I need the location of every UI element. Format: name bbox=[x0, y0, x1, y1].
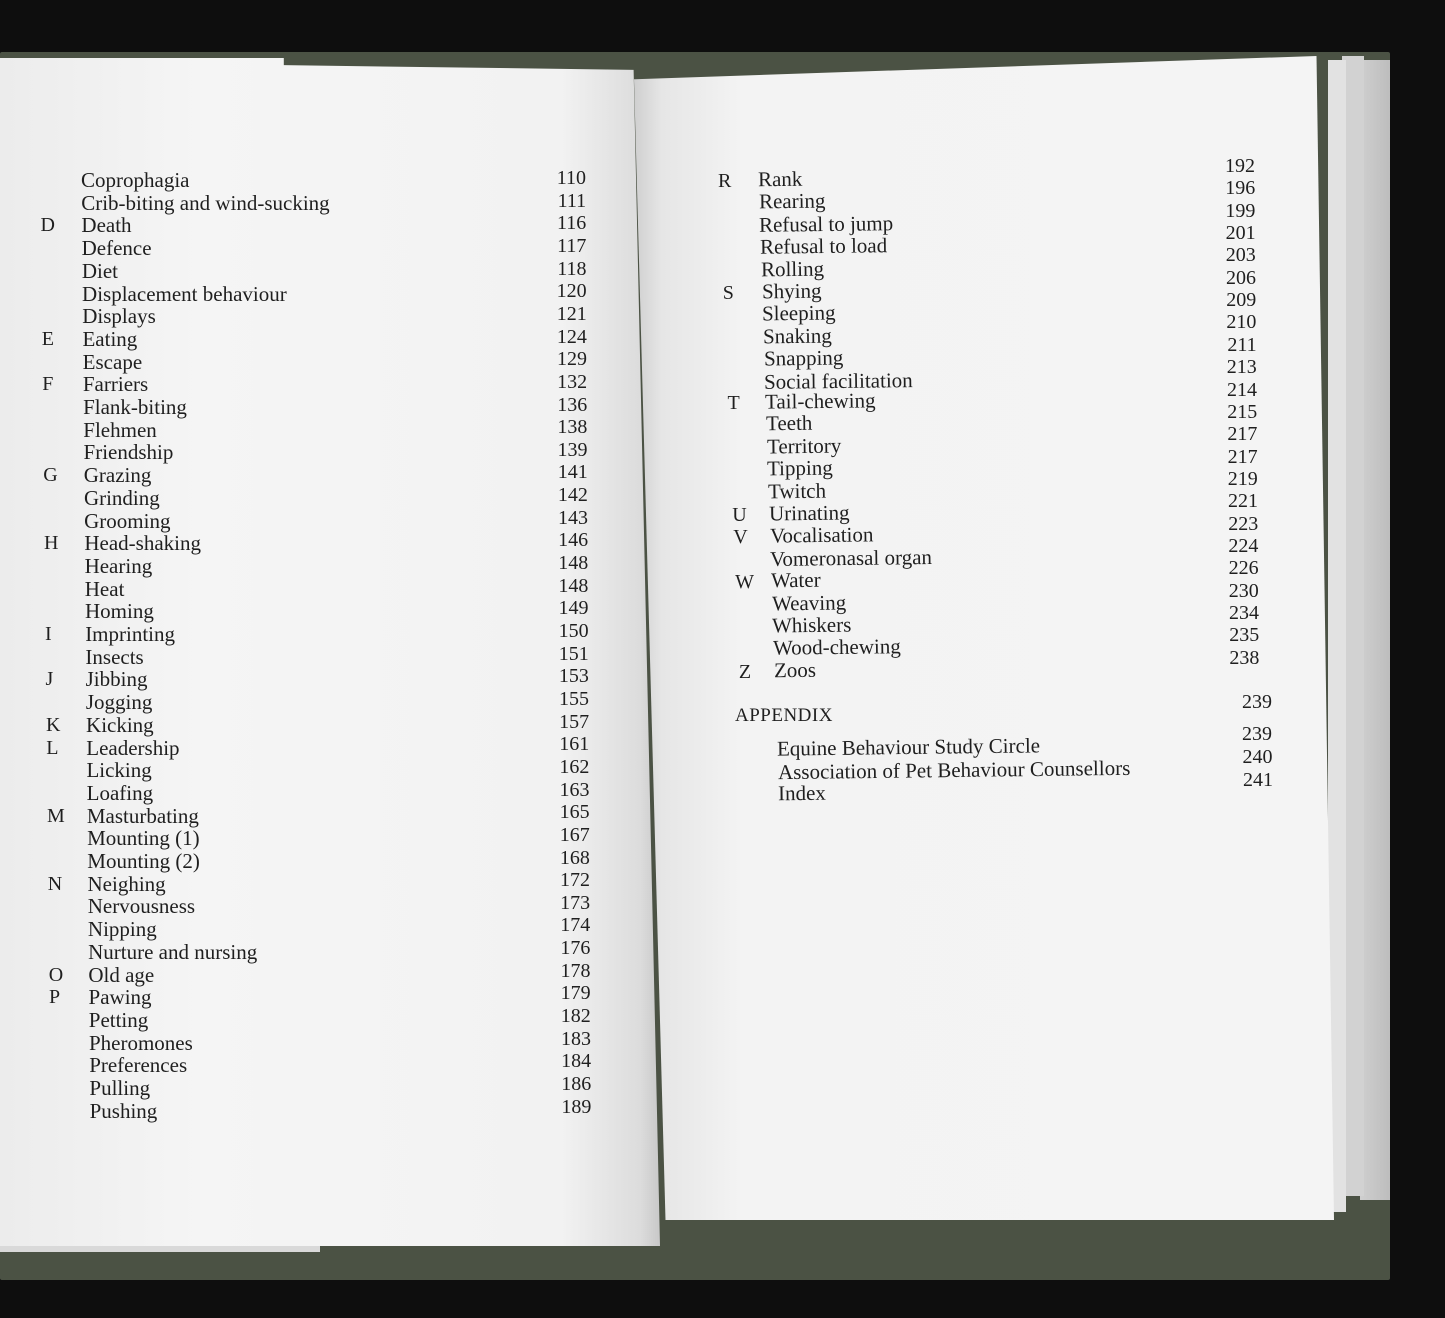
contents-entry-page: 214 bbox=[1227, 378, 1257, 401]
contents-entry-title: Twitch bbox=[767, 478, 827, 503]
contents-entry-title: Grazing bbox=[83, 463, 152, 488]
contents-entry-title: Old age bbox=[88, 962, 155, 987]
contents-entry-page: 226 bbox=[1228, 557, 1259, 580]
contents-entry-title: Refusal to load bbox=[760, 233, 888, 259]
appendix-item-title: Equine Behaviour Study Circle bbox=[776, 733, 1041, 761]
contents-entry-page: 173 bbox=[560, 891, 591, 914]
contents-entry-title: Coprophagia bbox=[81, 168, 190, 192]
contents-entry-page: 150 bbox=[558, 620, 589, 642]
contents-entry-page: 203 bbox=[1225, 244, 1256, 267]
section-letter: L bbox=[46, 736, 59, 759]
contents-entry-title: Flank-biting bbox=[83, 395, 187, 419]
contents-entry-page: 111 bbox=[557, 189, 587, 212]
contents-entry-page: 148 bbox=[558, 552, 589, 575]
contents-entry-title: Eating bbox=[82, 326, 138, 351]
section-letter: O bbox=[48, 963, 64, 986]
page-block-edge bbox=[1360, 60, 1390, 1200]
contents-entry-title: Jibbing bbox=[85, 667, 148, 692]
contents-entry-page: 201 bbox=[1225, 222, 1256, 245]
contents-entry-page: 157 bbox=[559, 710, 590, 733]
contents-entry-page: 129 bbox=[557, 348, 588, 371]
contents-entry-title: Snapping bbox=[763, 345, 844, 371]
contents-entry-page: 138 bbox=[557, 416, 588, 439]
contents-entry-title: Flehmen bbox=[83, 417, 157, 442]
section-letter: E bbox=[41, 327, 54, 350]
contents-entry-title: Imprinting bbox=[85, 622, 176, 646]
section-letter: V bbox=[733, 526, 748, 549]
contents-entry-title: Friendship bbox=[83, 440, 174, 465]
contents-entry-page: 167 bbox=[559, 823, 590, 846]
contents-entry-title: Preferences bbox=[89, 1053, 188, 1078]
contents-entry-title: Sleeping bbox=[762, 300, 836, 326]
contents-entry-page: 141 bbox=[557, 461, 588, 484]
contents-entry-title: Teeth bbox=[765, 411, 813, 436]
contents-entry-page: 163 bbox=[559, 778, 590, 801]
contents-entry-title: Rearing bbox=[758, 188, 826, 214]
section-letter: R bbox=[718, 170, 732, 192]
contents-entry-page: 174 bbox=[560, 914, 591, 937]
contents-entry-page: 146 bbox=[558, 529, 589, 552]
contents-entry-page: 234 bbox=[1229, 602, 1259, 624]
section-letter: K bbox=[46, 713, 61, 736]
contents-entry-page: 215 bbox=[1227, 400, 1258, 423]
contents-entry-page: 206 bbox=[1226, 266, 1256, 289]
contents-entry-title: Vocalisation bbox=[769, 522, 874, 549]
contents-entry-page: 161 bbox=[559, 733, 590, 756]
contents-entry-title: Grooming bbox=[84, 508, 171, 533]
contents-entry-title: Pawing bbox=[88, 985, 152, 1010]
contents-entry-page: 121 bbox=[556, 302, 587, 325]
section-letter: N bbox=[47, 872, 63, 895]
contents-entry-page: 148 bbox=[558, 574, 589, 597]
contents-entry-title: Displays bbox=[82, 304, 156, 329]
contents-entry-page: 221 bbox=[1228, 490, 1258, 513]
contents-entry-page: 213 bbox=[1226, 356, 1257, 379]
contents-entry-title: Nurture and nursing bbox=[88, 939, 258, 964]
contents-entry-page: 219 bbox=[1227, 467, 1258, 490]
contents-entry-title: Neighing bbox=[87, 871, 166, 896]
contents-entry-page: 176 bbox=[560, 937, 591, 960]
contents-entry-page: 224 bbox=[1228, 534, 1259, 557]
contents-entry-title: Vomeronasal organ bbox=[770, 544, 933, 571]
contents-entry-title: Insects bbox=[85, 644, 144, 669]
appendix-item-title: Index bbox=[778, 780, 827, 806]
contents-entry-title: Tipping bbox=[767, 455, 834, 481]
contents-entry-title: Farriers bbox=[82, 372, 149, 397]
contents-entry-page: 230 bbox=[1228, 579, 1259, 602]
contents-entry-title: Wood-chewing bbox=[772, 634, 902, 661]
contents-entry-title: Displacement behaviour bbox=[82, 281, 287, 306]
contents-entry-page: 110 bbox=[556, 167, 586, 189]
contents-entry-page: 136 bbox=[557, 393, 588, 416]
contents-entry-page: 120 bbox=[556, 280, 587, 303]
appendix-heading: APPENDIX bbox=[735, 705, 833, 726]
contents-entry-title: Leadership bbox=[86, 735, 180, 760]
contents-entry-page: 189 bbox=[561, 1095, 592, 1118]
contents-entry-title: Masturbating bbox=[86, 803, 199, 828]
contents-entry-page: 162 bbox=[559, 755, 590, 778]
contents-entry-page: 132 bbox=[557, 370, 588, 393]
section-letter: J bbox=[45, 668, 54, 691]
section-letter: S bbox=[722, 282, 734, 304]
contents-entry-page: 143 bbox=[557, 506, 588, 529]
section-letter: W bbox=[735, 571, 754, 594]
contents-entry-title: Licking bbox=[86, 758, 152, 783]
contents-entry-title: Tail-chewing bbox=[765, 388, 876, 414]
contents-entry-page: 142 bbox=[557, 484, 588, 507]
contents-entry-title: Whiskers bbox=[772, 612, 852, 638]
contents-entry-title: Nipping bbox=[87, 917, 157, 942]
contents-entry-page: 155 bbox=[558, 687, 589, 710]
section-letter: Z bbox=[738, 660, 752, 683]
contents-entry-page: 210 bbox=[1226, 311, 1257, 334]
contents-entry-page: 217 bbox=[1227, 423, 1258, 446]
contents-entry-title: Grinding bbox=[83, 485, 160, 510]
contents-entry-page: 217 bbox=[1227, 445, 1258, 468]
contents-entry-page: 238 bbox=[1229, 646, 1260, 669]
section-letter: M bbox=[47, 804, 65, 827]
contents-entry-title: Homing bbox=[84, 599, 154, 624]
contents-entry-title: Head-shaking bbox=[84, 531, 201, 556]
contents-entry-title: Zoos bbox=[773, 657, 816, 683]
contents-entry-title: Defence bbox=[81, 236, 152, 261]
contents-entry-page: 153 bbox=[558, 665, 589, 688]
contents-entry-page: 183 bbox=[560, 1027, 591, 1050]
contents-entry-page: 199 bbox=[1225, 199, 1256, 222]
contents-entry-page: 117 bbox=[557, 234, 587, 257]
contents-entry-title: Crib-biting and wind-sucking bbox=[81, 190, 330, 215]
section-letter: P bbox=[49, 986, 61, 1009]
contents-entry-page: 223 bbox=[1228, 512, 1259, 535]
contents-entry-title: Death bbox=[81, 213, 132, 238]
section-letter: H bbox=[44, 532, 59, 555]
appendix-item-title: Association of Pet Behaviour Counsellors bbox=[777, 755, 1131, 785]
contents-entry-title: Hearing bbox=[84, 553, 153, 578]
contents-entry-title: Social facilitation bbox=[764, 367, 914, 394]
section-letter: F bbox=[42, 373, 54, 396]
section-letter: D bbox=[40, 214, 55, 237]
appendix-item-page: 240 bbox=[1242, 746, 1273, 768]
contents-entry-title: Water bbox=[770, 567, 821, 593]
contents-entry-page: 139 bbox=[557, 438, 588, 461]
contents-entry-title: Loafing bbox=[86, 780, 154, 805]
contents-entry-title: Mounting (1) bbox=[87, 826, 200, 851]
contents-entry-page: 165 bbox=[559, 801, 590, 824]
contents-entry-page: 118 bbox=[557, 257, 587, 280]
contents-entry-title: Rolling bbox=[760, 256, 825, 281]
contents-entry-page: 178 bbox=[560, 959, 591, 982]
contents-entry-title: Rank bbox=[757, 166, 803, 192]
contents-entry-title: Refusal to jump bbox=[759, 210, 894, 237]
contents-entry-title: Heat bbox=[84, 576, 125, 601]
contents-entry-title: Kicking bbox=[86, 712, 154, 737]
contents-entry-page: 168 bbox=[559, 846, 590, 869]
contents-entry-page: 124 bbox=[556, 325, 587, 348]
contents-entry-page: 211 bbox=[1227, 333, 1257, 356]
contents-entry-title: Snaking bbox=[762, 323, 833, 349]
contents-entry-title: Diet bbox=[81, 258, 118, 283]
contents-entry-page: 182 bbox=[560, 1005, 591, 1028]
contents-entry-title: Petting bbox=[88, 1007, 149, 1032]
section-letter: G bbox=[43, 464, 58, 487]
contents-entry-title: Escape bbox=[82, 349, 143, 374]
appendix-heading-page: 239 bbox=[1242, 691, 1272, 713]
contents-entry-page: 186 bbox=[561, 1073, 592, 1095]
contents-entry-page: 149 bbox=[558, 597, 589, 620]
contents-entry-title: Urinating bbox=[768, 500, 850, 526]
section-letter: I bbox=[45, 623, 52, 645]
contents-entry-page: 179 bbox=[560, 982, 591, 1005]
contents-entry-title: Pheromones bbox=[88, 1030, 193, 1055]
contents-entry-title: Shying bbox=[761, 278, 822, 304]
contents-entry-title: Territory bbox=[766, 433, 842, 459]
contents-entry-page: 172 bbox=[560, 869, 591, 892]
appendix-item-page: 241 bbox=[1243, 769, 1273, 791]
contents-entry-title: Pulling bbox=[89, 1076, 151, 1100]
contents-entry-title: Weaving bbox=[771, 590, 846, 616]
contents-entry-page: 196 bbox=[1225, 177, 1256, 200]
contents-entry-page: 235 bbox=[1229, 624, 1260, 647]
contents-entry-page: 151 bbox=[558, 642, 589, 665]
contents-entry-title: Nervousness bbox=[87, 894, 196, 919]
contents-entry-title: Jogging bbox=[85, 690, 153, 715]
contents-entry-title: Pushing bbox=[89, 1098, 158, 1123]
section-letter: U bbox=[732, 504, 747, 526]
contents-entry-page: 116 bbox=[556, 212, 587, 235]
contents-entry-page: 209 bbox=[1226, 289, 1257, 312]
appendix-item-page: 239 bbox=[1242, 723, 1272, 745]
section-letter: T bbox=[727, 392, 740, 414]
contents-entry-page: 192 bbox=[1225, 155, 1255, 177]
contents-entry-title: Mounting (2) bbox=[87, 849, 200, 873]
contents-entry-page: 184 bbox=[561, 1050, 592, 1073]
